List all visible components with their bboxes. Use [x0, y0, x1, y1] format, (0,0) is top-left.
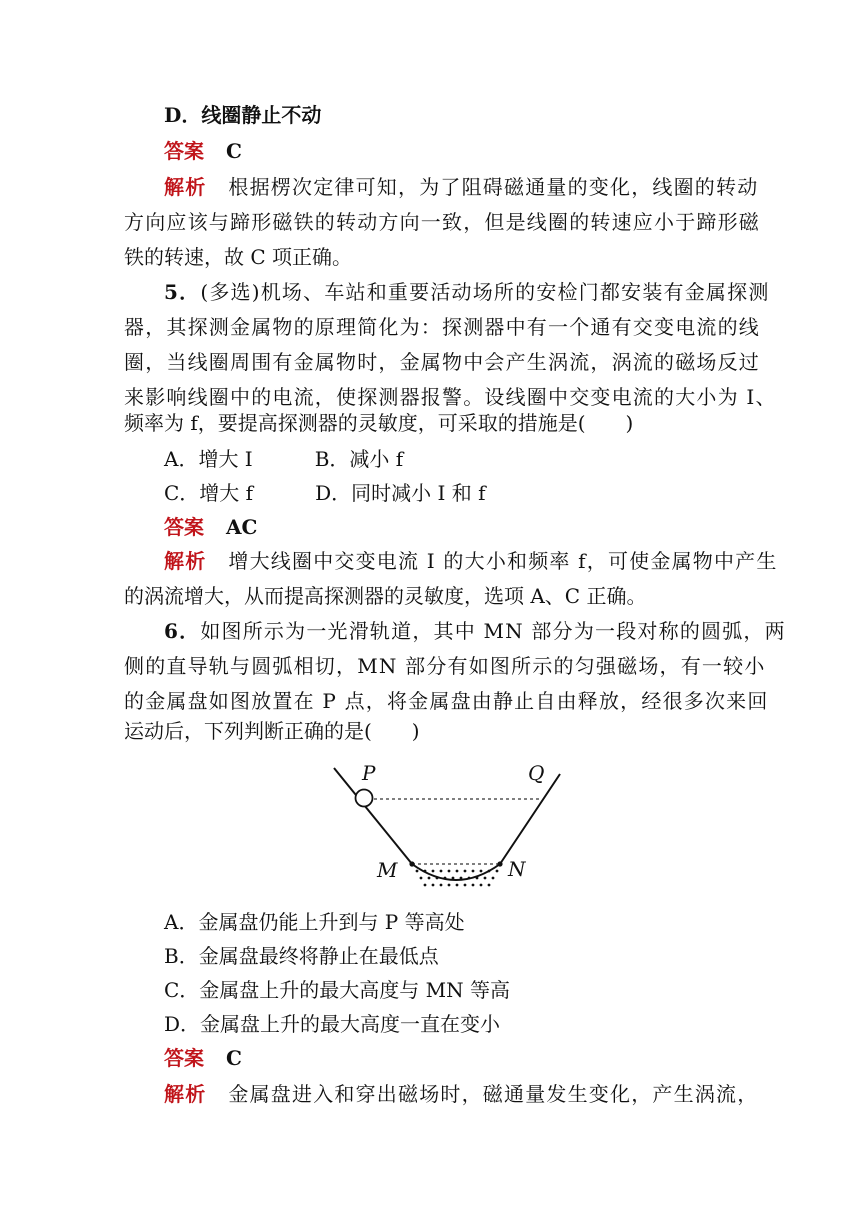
prev-analysis-line-2: 方向应该与蹄形磁铁的转动方向一致，但是线圈的转速应小于蹄形磁 — [124, 210, 760, 234]
answer-value: C — [226, 1046, 242, 1070]
q6-option-c: C．金属盘上升的最大高度与 MN 等高 — [164, 978, 510, 1002]
answer-label: 答案 — [164, 1046, 204, 1070]
prev-option-d: D．线圈静止不动 — [164, 103, 322, 127]
q6-analysis-line-1 — [164, 1077, 860, 1111]
q5-analysis-line-1 — [164, 544, 860, 578]
point-n-dot — [497, 861, 502, 866]
answer-value: AC — [226, 515, 258, 539]
answer-label: 答案 — [164, 515, 204, 539]
analysis-label: 解析 — [164, 175, 207, 199]
q5-options-row-1 — [164, 442, 860, 476]
q6-stem-line-4: 运动后，下列判断正确的是( ) — [124, 719, 420, 743]
q6-stem-line-3: 的金属盘如图放置在 P 点，将金属盘由静止自由释放，经很多次来回 — [124, 689, 769, 713]
q5-option-d: D．同时减小 I 和 f — [315, 481, 486, 505]
q5-option-c: C．增大 f — [164, 481, 254, 505]
label-p: P — [362, 761, 376, 785]
prev-analysis-line-1 — [164, 170, 860, 204]
metal-disk — [356, 790, 373, 807]
label-n: N — [508, 857, 526, 881]
analysis-label: 解析 — [164, 549, 207, 573]
prev-answer — [164, 134, 860, 168]
q5-stem-line-2: 器，其探测金属物的原理简化为：探测器中有一个通有交变电流的线 — [124, 315, 760, 339]
q5-option-b: B．减小 f — [314, 447, 404, 471]
q5-stem-line-3: 圈，当线圈周围有金属物时，金属物中会产生涡流，涡流的磁场反过 — [124, 350, 760, 374]
point-m-dot — [409, 861, 414, 866]
label-q: Q — [528, 761, 545, 785]
q5-stem-line-1 — [164, 275, 860, 309]
label-m: M — [377, 858, 398, 882]
analysis-label: 解析 — [164, 1082, 207, 1106]
q5-analysis-line-2: 的涡流增大，从而提高探测器的灵敏度，选项 A、C 正确。 — [124, 584, 647, 608]
answer-value: C — [226, 139, 242, 163]
analysis-text: 根据楞次定律可知，为了阻碍磁通量的变化，线圈的转动 — [228, 175, 759, 199]
q6-text: 如图所示为一光滑轨道，其中 MN 部分为一段对称的圆弧，两 — [200, 619, 786, 643]
q6-stem-line-2: 侧的直导轨与圆弧相切，MN 部分有如图所示的匀强磁场，有一较小 — [124, 654, 766, 678]
q6-stem-line-1 — [164, 614, 860, 648]
q5-options-row-2 — [164, 476, 860, 510]
q6-option-d: D．金属盘上升的最大高度一直在变小 — [164, 1012, 501, 1036]
q5-option-a: A．增大 I — [164, 447, 253, 471]
q5-answer — [164, 510, 860, 544]
analysis-text: 增大线圈中交变电流 I 的大小和频率 f，可使金属物中产生 — [228, 549, 778, 573]
q5-stem-line-4: 来影响线圈中的电流，使探测器报警。设线圈中交变电流的大小为 I、 — [124, 385, 777, 409]
q5-text: (多选)机场、车站和重要活动场所的安检门都安装有金属探测 — [200, 280, 770, 304]
analysis-text: 金属盘进入和穿出磁场时，磁通量发生变化，产生涡流， — [228, 1082, 759, 1106]
q6-answer — [164, 1041, 860, 1075]
q5-number: 5． — [164, 280, 201, 304]
q5-stem-line-5: 频率为 f，要提高探测器的灵敏度，可采取的措施是( ) — [124, 411, 634, 435]
right-rail — [500, 774, 560, 864]
prev-analysis-line-3: 铁的转速，故 C 项正确。 — [124, 245, 353, 269]
answer-label: 答案 — [164, 139, 204, 163]
track-figure — [322, 756, 568, 902]
q6-option-b: B．金属盘最终将静止在最低点 — [164, 944, 439, 968]
q6-number: 6． — [164, 619, 201, 643]
q6-option-a: A．金属盘仍能上升到与 P 等高处 — [164, 910, 465, 934]
